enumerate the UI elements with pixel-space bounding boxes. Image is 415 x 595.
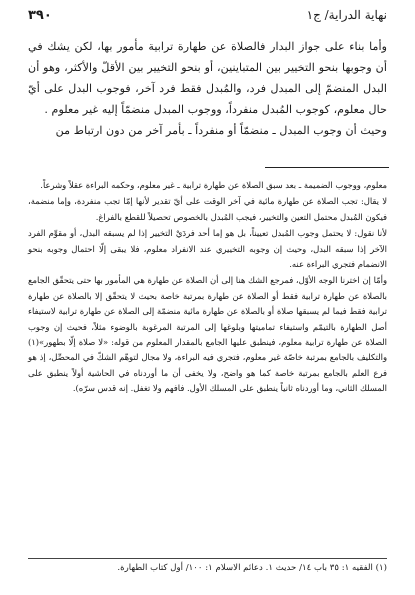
page-header (28, 5, 387, 25)
page-number: ٣٩٠ (28, 7, 52, 23)
main-paragraph: وأما بناء على جواز البدار فالصلاة عن طهارة ترابية مأمور بها، لكن يشك في أن وجوبها بنحو التخيير بين المتباينين، أو بنحو التخيير بين الأقلّ والأكثر، وهو أن البدل المنضمّ إلى المبدل فرد، والمُبدل فقط فرد آخر، فوجوب البدل على أيّ حال معلوم، كوجوب المُبدل منفرداً، ووجوب المبدل منضمّاً إليه غير معلوم . (28, 40, 387, 116)
footnote-paragraph: وأمّا إن اخترنا الوجه الأوّل، فمرجع الشك هنا إلى أن الصلاة عن طهارة هي المأمور بها حتى يتحقّق الجامع بالصلاة عن طهارة ترابية فقط أو الصلاة عن طهارة بمرتبة خاصة بحيث لا يتحقّق إلا بالصلاة عن طهارة ترابية فقط فيما لم يسبقها صلاة أو بالصلاة عن طهارة مائية منضمّة إلى الصلاة عن طهارة ترابية لاستيفاء أصل الطهارة بالتيمّم واستيفاء تماميتها وبلوغها إلى المرتبة المرغوبة بالوضوء مثلاً، فحيث إن وجوب الصلاة عن طهارة ترابية معلوم، فينطبق عليها الجامع بالمقدار المعلوم من قوله: «لا صلاة إلّا بطهور»(١) والتكليف بالجامع بمرتبة خاصّة غير معلوم، فتجري فيه البراءة، ولا مجال لتوهّم الشكّ في المحصِّل، إذ هو فرع العلم بالجامع بمرتبة خاصة كما هو واضح، ولا يخفى أن ما أوردناه في الحاشية أولاً ينطبق على المسلك الثاني، وما أوردناه ثانياً ينطبق على المسلك الأول. فافهم ولا تغفل. إنه قدس سرّه). (28, 275, 387, 394)
footnotes (28, 178, 387, 398)
main-paragraph: وحيث أن وجوب المبدل ـ منضمّاً أو منفرداً ـ بأمر آخر من دون ارتباط من (55, 124, 387, 137)
footnote-paragraph: لأنا نقول: لا يحتمل وجوب المُبدل تعييناً، بل هو إما أحد فردَيْ التخيير إذا لم يسبقه البدل، أو مقوِّم الفرد الآخر إذا سبقه البدل، وحيث إن وجوبه التخييري عند الانفراد معلوم، فلا يبقى إلّا احتمال وجوبه بنحو الانضمام فتجري البراءة عنه. (28, 228, 387, 270)
main-text (28, 36, 387, 141)
running-title: نهاية الدراية/ ج١ (306, 8, 387, 22)
footnote-separator (265, 167, 389, 168)
footnote-paragraph: معلوم، ووجوب الضميمة ـ بعد سبق الصلاة عن طهارة ترابية ـ غير معلوم، وحكمه البراءة عقلاً وشرعاً. (40, 180, 387, 190)
source-separator (28, 558, 387, 559)
footnote-paragraph: لا يقال: تجب الصلاة عن طهارة مائية في آخر الوقت على أيّ تقدير لأنها إمّا تجب منفردة، وإما منضمة، فيكون المُبدل محتمل التعين والتخيير، فيجب المُبدل بالخصوص تحصيلاً للقطع بالفراغ. (28, 196, 387, 222)
source-reference: (١) الفقيه ١: ٣٥ باب ١٤/ حديث ١. دعائم الاسلام ١: ١٠٠/ أول كتاب الطهارة. (117, 563, 387, 573)
